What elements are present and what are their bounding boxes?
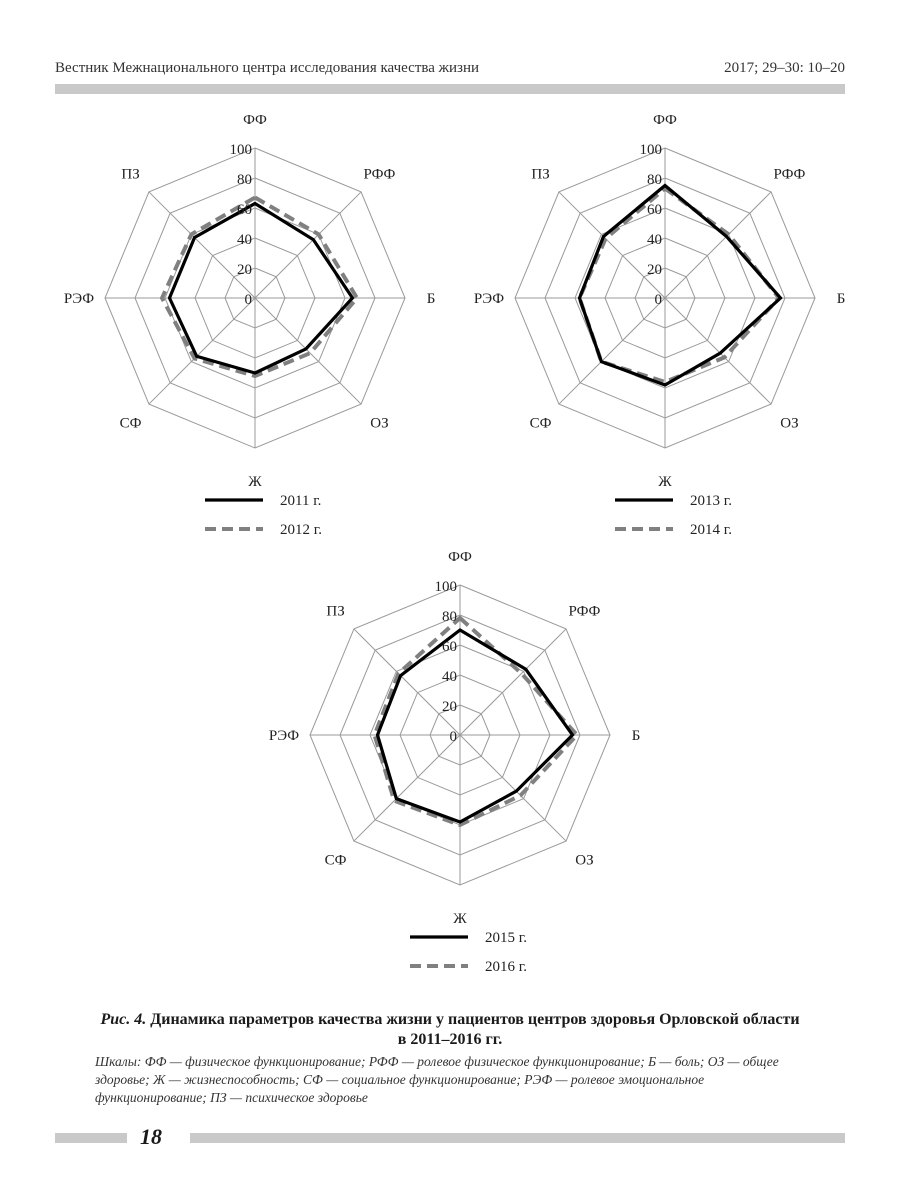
axis-label: ПЗ (326, 603, 345, 620)
axis-label: ОЗ (575, 852, 594, 869)
axis-label: РЭФ (268, 728, 300, 744)
running-header (55, 60, 845, 77)
axis-label: ОЗ (370, 415, 389, 432)
page-number: 18 (140, 1124, 162, 1149)
axis-label: РФФ (363, 166, 396, 183)
axis-label: Б (836, 291, 846, 307)
radar-chart-2011-2012 (40, 115, 460, 545)
radar-chart-2013-2014 (450, 115, 870, 545)
series-line-2011 (170, 204, 353, 374)
series-line-2015 (378, 630, 573, 822)
axis-label: СФ (529, 415, 552, 432)
legend-label: 2013 г. (690, 493, 732, 509)
footer-bar-left (55, 1133, 127, 1143)
axis-label: Ж (658, 474, 672, 490)
tick-label: 100 (229, 142, 252, 158)
header-bar (55, 84, 845, 94)
figure-label: Рис. 4. (100, 1011, 147, 1028)
radar-svg (40, 115, 460, 545)
axis-label: ОЗ (780, 415, 799, 432)
legend-label: 2012 г. (280, 522, 322, 538)
legend-label: 2016 г. (485, 959, 527, 975)
footer-bar-right (190, 1133, 845, 1143)
tick-label: 0 (654, 292, 662, 308)
tick-label: 80 (237, 172, 252, 188)
axis-label: Б (426, 291, 436, 307)
radar-svg (450, 115, 870, 545)
axis-label: СФ (119, 415, 142, 432)
legend-label: 2011 г. (280, 493, 322, 509)
axis-label: РФФ (773, 166, 806, 183)
radar-chart-2015-2016 (245, 552, 665, 982)
tick-label: 20 (442, 699, 457, 715)
tick-label: 40 (647, 232, 662, 248)
series-line-2012 (162, 198, 357, 377)
axis-label: Б (631, 728, 641, 744)
axis-label: ФФ (448, 552, 472, 565)
tick-label: 60 (442, 639, 457, 655)
tick-label: 100 (434, 579, 457, 595)
figure-caption-text: Динамика параметров качества жизни у пациентов центров здоровья Орловской области в 2011–2016 гг. (150, 1011, 800, 1048)
tick-label: 20 (647, 262, 662, 278)
axis-label: РЭФ (63, 291, 95, 307)
tick-label: 40 (237, 232, 252, 248)
tick-label: 0 (449, 729, 457, 745)
tick-label: 100 (639, 142, 662, 158)
axis-label: ФФ (243, 115, 267, 128)
journal-title: Вестник Межнационального центра исследования качества жизни (55, 60, 480, 76)
axis-label: Ж (248, 474, 262, 490)
axis-label: ФФ (653, 115, 677, 128)
axis-label: РЭФ (473, 291, 505, 307)
scales-note: Шкалы: ФФ — физическое функционирование; РФФ — ролевое физическое функционирование; Б — боль; ОЗ — общее здоровье; Ж — жизнеспособность; СФ — социальное функционирование; РЭФ — ролевое эмоциональное функционирование; ПЗ — психическое здоровье (95, 1054, 779, 1105)
radar-svg (245, 552, 665, 982)
legend-label: 2014 г. (690, 522, 732, 538)
axis-label: РФФ (568, 603, 601, 620)
tick-label: 60 (647, 202, 662, 218)
issue-info: 2017; 29–30: 10–20 (724, 60, 845, 76)
tick-label: 80 (647, 172, 662, 188)
tick-label: 80 (442, 609, 457, 625)
axis-label: СФ (324, 852, 347, 869)
axis-label: Ж (453, 911, 467, 927)
tick-label: 0 (244, 292, 252, 308)
axis-label: ПЗ (531, 166, 550, 183)
tick-label: 60 (237, 202, 252, 218)
figure-caption (95, 1010, 805, 1050)
axis-label: ПЗ (121, 166, 140, 183)
legend-label: 2015 г. (485, 930, 527, 946)
tick-label: 20 (237, 262, 252, 278)
tick-label: 40 (442, 669, 457, 685)
